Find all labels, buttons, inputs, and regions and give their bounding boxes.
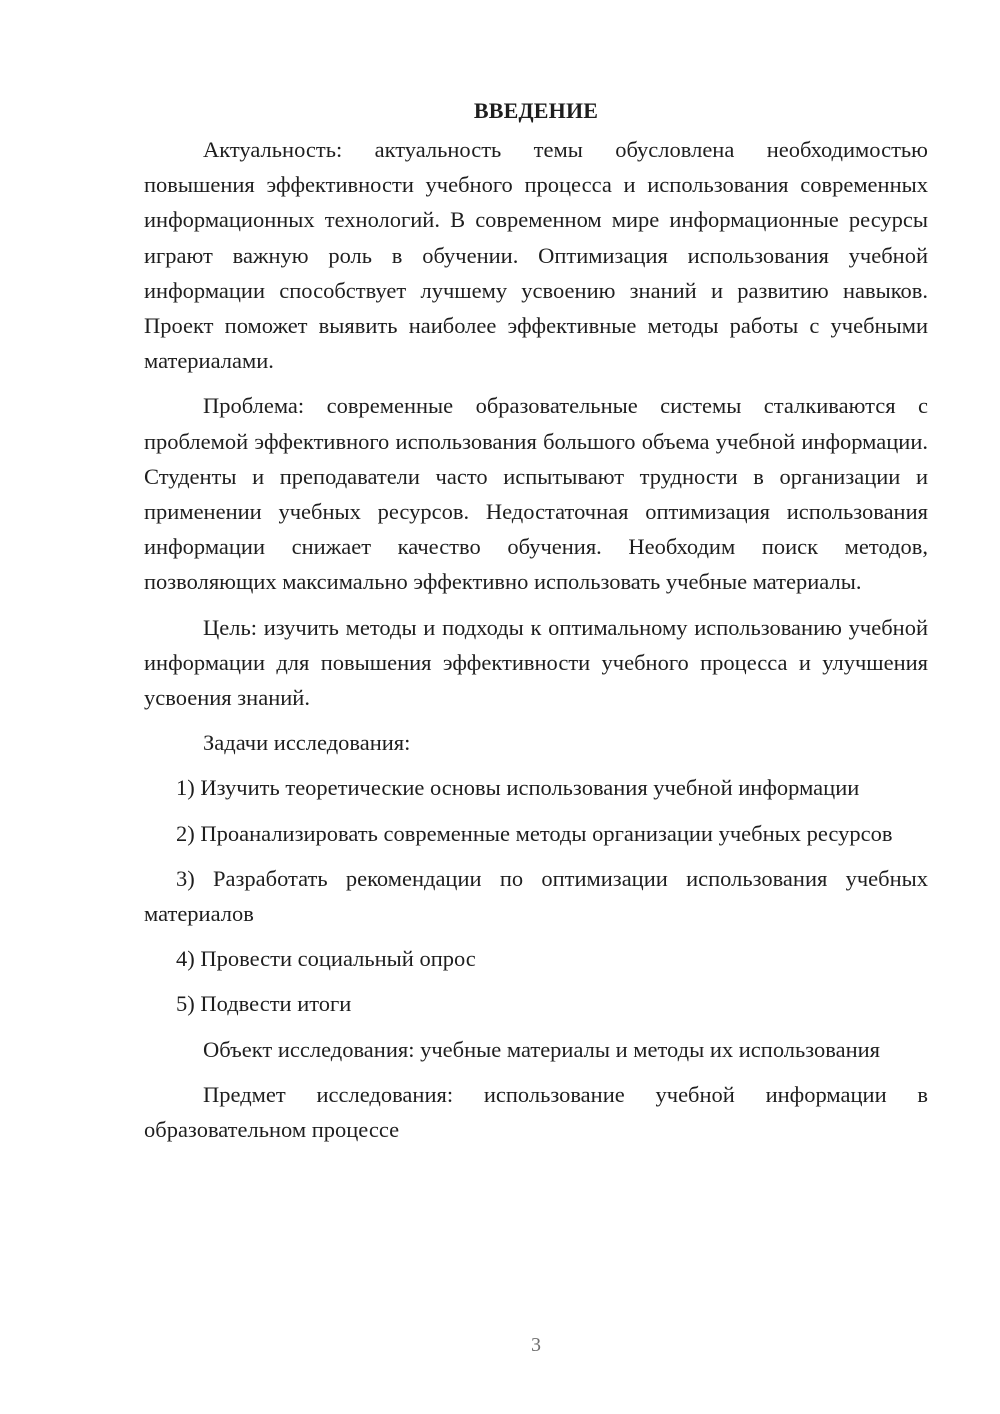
tasks-title: Задачи исследования: bbox=[203, 730, 411, 756]
goal-paragraph: Цель: изучить методы и подходы к оптимальному использованию учебной информации для повышения эффективности учебного процесса и улучшения усвоения знаний. bbox=[144, 614, 928, 711]
object-paragraph: Объект исследования: учебные материалы и методы их использования bbox=[203, 1036, 881, 1062]
task-item: 5) Подвести итоги bbox=[176, 991, 352, 1017]
task-item: 3) Разработать рекомендации по оптимизации использования учебных материалов bbox=[144, 865, 928, 927]
problem-paragraph: Проблема: современные образовательные системы сталкиваются с проблемой эффективного использования большого объема учебной информации. Студенты и преподаватели часто испытывают трудности в организации и применении учебных ресурсов. Недостаточная оптимизация использования информации снижает качество обучения. Необходим поиск методов, позволяющих максимально эффективно использовать учебные материалы. bbox=[144, 393, 928, 595]
page-title: ВВЕДЕНИЕ bbox=[473, 98, 599, 123]
subject-paragraph: Предмет исследования: использование учебной информации в образовательном процессе bbox=[144, 1081, 928, 1143]
relevance-paragraph: Актуальность: актуальность темы обусловлена необходимостью повышения эффективности учебного процесса и использования современных информационных технологий. В современном мире информационные ресурсы играют важную роль в обучении. Оптимизация использования учебной информации способствует лучшему усвоению знаний и развитию навыков. Проект поможет выявить наиболее эффективные методы работы с учебными материалами. bbox=[144, 137, 928, 374]
task-item: 2) Проанализировать современные методы организации учебных ресурсов bbox=[176, 820, 893, 846]
document-page bbox=[144, 90, 928, 1147]
page-number: 3 bbox=[531, 1334, 541, 1356]
task-item: 1) Изучить теоретические основы использования учебной информации bbox=[176, 775, 860, 801]
task-item: 4) Провести социальный опрос bbox=[176, 946, 476, 972]
tasks-list bbox=[144, 770, 928, 1021]
